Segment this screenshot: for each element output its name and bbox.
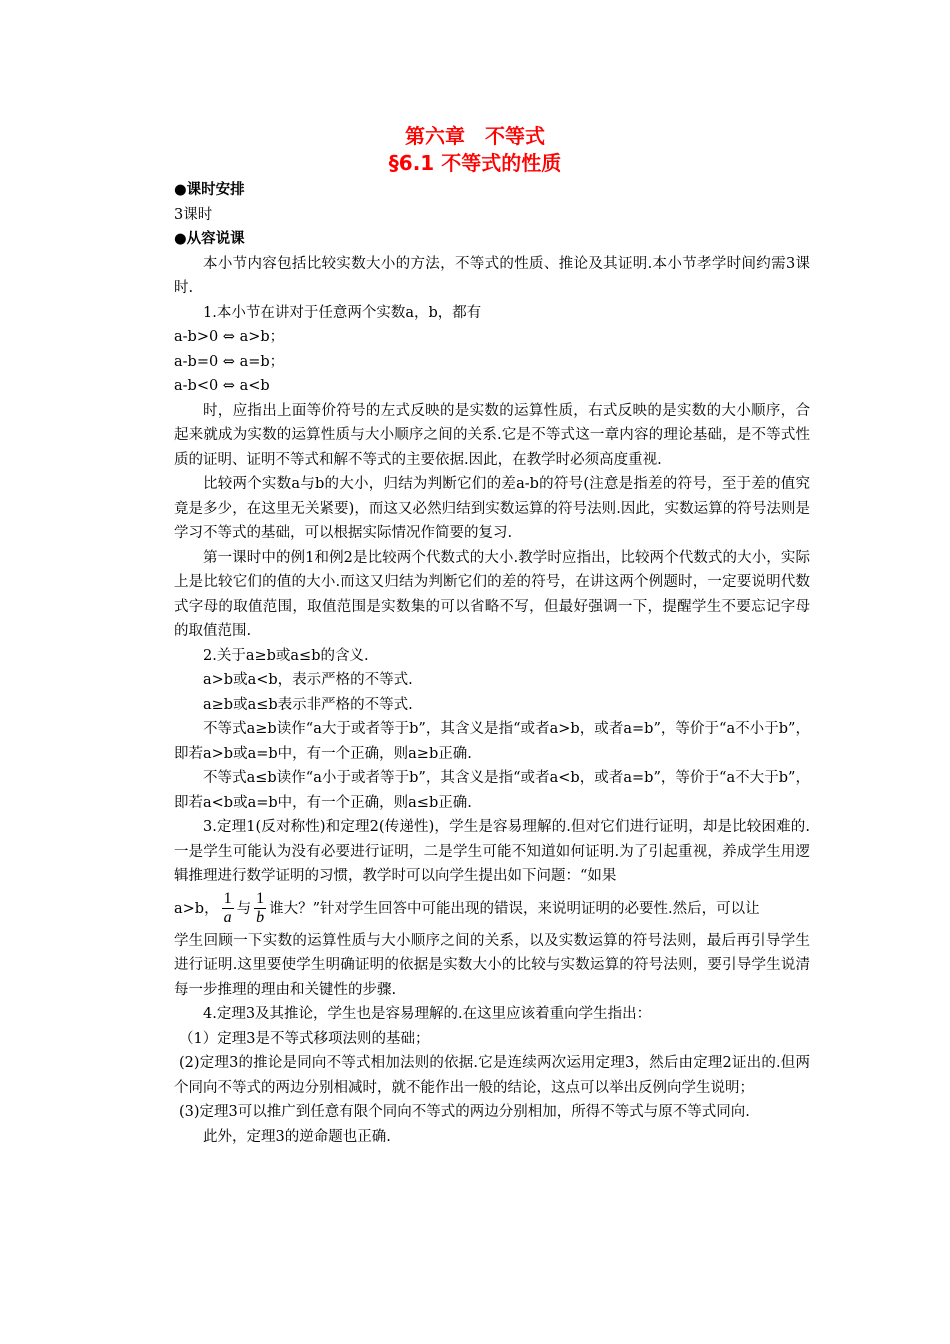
section-title: §6.1 不等式的性质: [388, 151, 562, 175]
paragraph: 3.定理1(反对称性)和定理2(传递性)，学生是容易理解的.但对它们进行证明，却是比较困难的.一是学生可能认为没有必要进行证明，二是学生可能不知道如何证明.为了引起重视，养成学生用逻辑推理进行数学证明的习惯，教学时可以向学生提出如下问题：“如果: [174, 819, 810, 884]
paragraph: a>b或a<b，表示严格的不等式.: [203, 672, 413, 688]
formula-line: a-b>0 ⇔ a>b；: [174, 329, 285, 345]
fraction-denominator: a: [223, 909, 232, 926]
paragraph: 不等式a≤b读作“a小于或者等于b”，其含义是指“或者a<b，或者a=b”，等价于“a不大于b”，即若a<b或a=b中，有一个正确，则a≤b正确.: [174, 770, 810, 811]
list-item: (3)定理3可以推广到任意有限个同向不等式的两边分别相加，所得不等式与原不等式同向.: [179, 1104, 750, 1120]
paragraph: 4.定理3及其推论，学生也是容易理解的.在这里应该着重向学生指出：: [203, 1006, 652, 1022]
fraction-line-suffix: 谁大？”针对学生回答中可能出现的错误，来说明证明的必要性.然后，可以让: [269, 900, 760, 917]
paragraph: 本小节内容包括比较实数大小的方法，不等式的性质、推论及其证明.本小节孝学时间约需3课时.: [174, 255, 810, 296]
fraction-one-over-a: [222, 890, 234, 927]
lesson-heading: ●从容说课: [174, 231, 245, 247]
paragraph: 时，应指出上面等价符号的左式反映的是实数的运算性质，右式反映的是实数的大小顺序，合起来就成为实数的运算性质与大小顺序之间的关系.它是不等式这一章内容的理论基础，是不等式性质的证明、证明不等式和解不等式的主要依据.因此，在教学时必须高度重视.: [174, 402, 810, 468]
fraction-connector: 与: [236, 900, 252, 917]
fraction-line-prefix: a>b，: [174, 900, 219, 917]
fraction-one-over-b: [254, 890, 266, 927]
schedule-heading: ●课时安排: [174, 182, 245, 198]
formula-line: a-b=0 ⇔ a=b；: [174, 353, 285, 370]
list-item: （1）定理3是不等式移项法则的基础；: [179, 1030, 430, 1047]
fraction-numerator: 1: [223, 890, 232, 907]
paragraph: 此外，定理3的逆命题也正确.: [203, 1128, 391, 1145]
paragraph: 学生回顾一下实数的运算性质与大小顺序之间的关系，以及实数运算的符号法则，最后再引导学生进行证明.这里要使学生明确证明的依据是实数大小的比较与实数运算的符号法则，要引导学生说清每一步推理的理由和关键性的步骤.: [174, 932, 810, 998]
chapter-title: 第六章 不等式: [405, 124, 545, 148]
paragraph: 第一课时中的例1和例2是比较两个代数式的大小.教学时应指出，比较两个代数式的大小，实际上是比较它们的值的大小.而这又归结为判断它们的差的符号，在讲这两个例题时，一定要说明代数式字母的取值范围，取值范围是实数集的可以省略不写，但最好强调一下，提醒学生不要忘记字母的取值范围.: [174, 549, 810, 639]
paragraph: 1.本小节在讲对于任意两个实数a，b，都有: [203, 304, 482, 321]
fraction-line: [174, 889, 810, 929]
fraction-numerator: 1: [256, 890, 265, 907]
fraction-denominator: b: [256, 909, 265, 926]
paragraph: 比较两个实数a与b的大小，归结为判断它们的差a-b的符号(注意是指差的符号，至于差的值究竟是多少，在这里无关紧要)，而这又必然归结到实数运算的符号法则.因此，实数运算的符号法则是学习不等式的基础，可以根据实际情况作简要的复习.: [174, 476, 810, 541]
list-item: (2)定理3的推论是同向不等式相加法则的依据.它是连续两次运用定理3，然后由定理2证出的.但两个同向不等式的两边分别相减时，就不能作出一般的结论，这点可以举出反例向学生说明；: [174, 1055, 810, 1096]
paragraph: 2.关于a≥b或a≤b的含义.: [203, 647, 369, 664]
schedule-value: 3课时: [174, 206, 213, 223]
paragraph: a≥b或a≤b表示非严格的不等式.: [203, 696, 413, 713]
paragraph: 不等式a≥b读作“a大于或者等于b”，其含义是指“或者a>b，或者a=b”，等价于“a不小于b”，即若a>b或a=b中，有一个正确，则a≥b正确.: [174, 721, 810, 762]
document-body: [174, 178, 810, 1149]
formula-line: a-b<0 ⇔ a<b: [174, 378, 270, 394]
